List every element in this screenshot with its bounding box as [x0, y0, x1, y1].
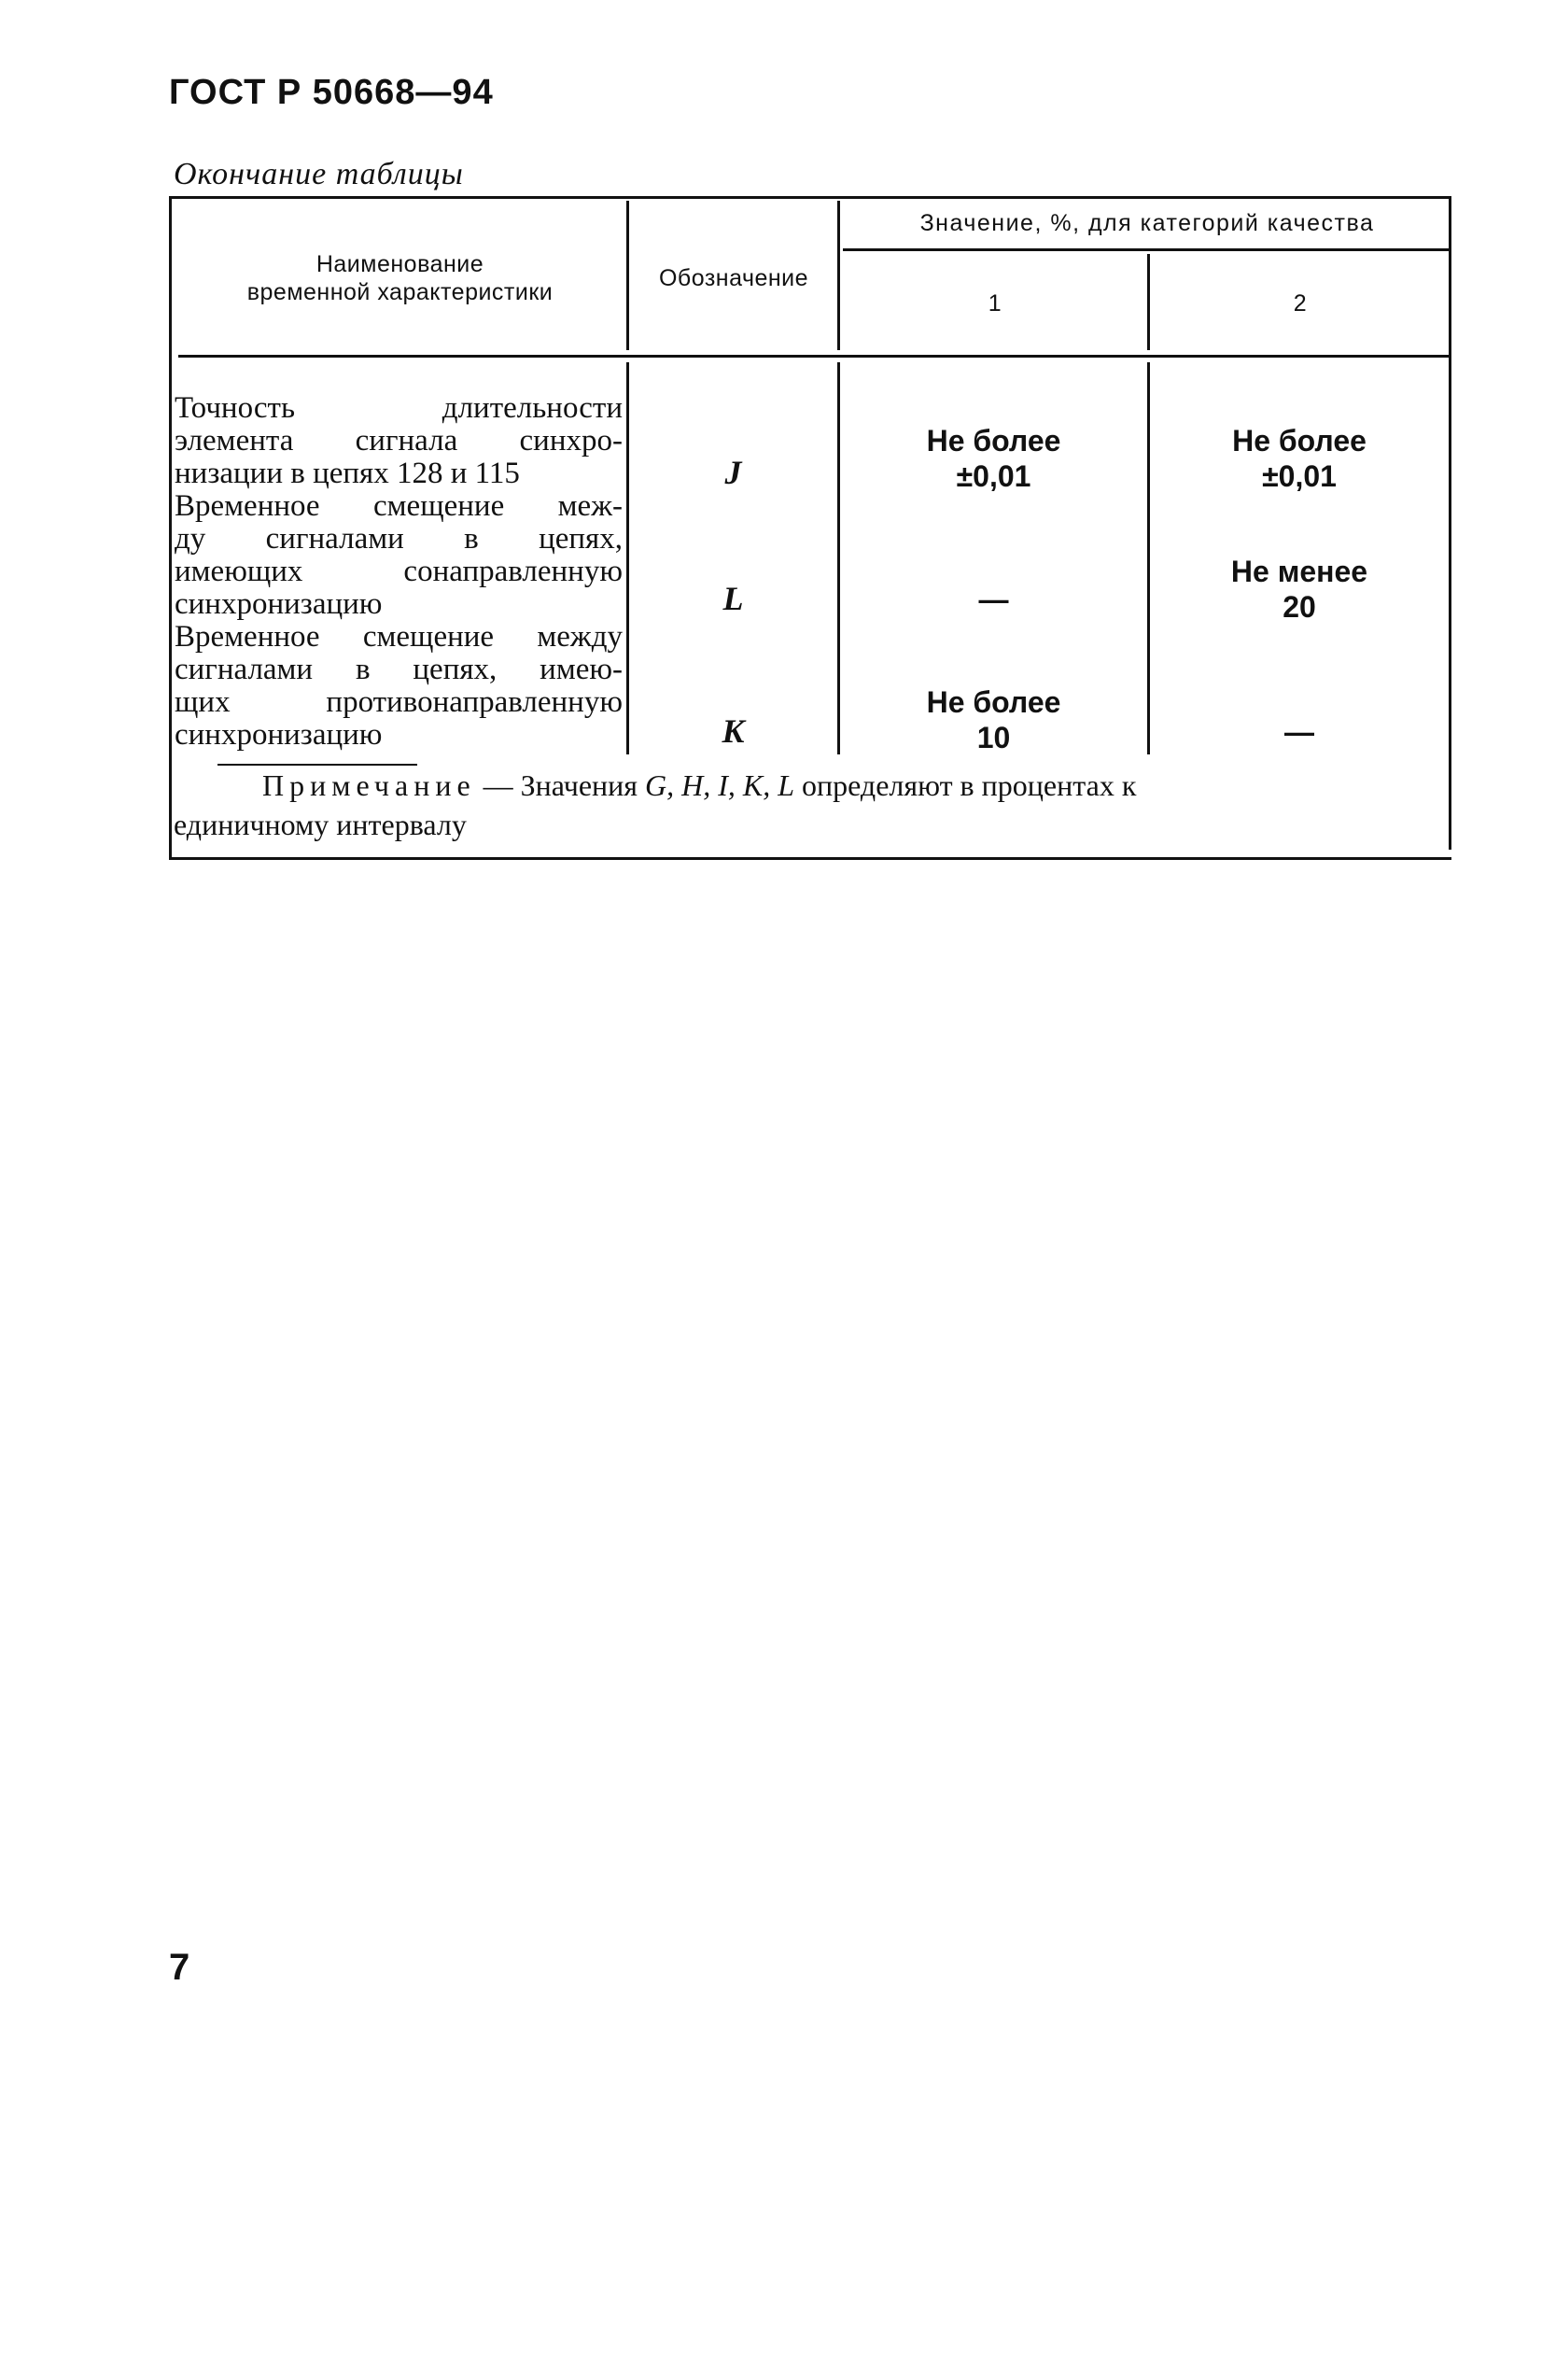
- row-3-cat2: [1150, 714, 1449, 750]
- row-1-cat2-line-1: Не более: [1232, 424, 1367, 458]
- header-designation: Обозначение: [658, 265, 809, 291]
- row-2-desc-line-4: синхронизацию: [175, 587, 383, 621]
- row-2-symbol: L: [722, 580, 744, 617]
- row-2-cat2-line-2: 20: [1283, 590, 1316, 624]
- row-1-desc-line-1: Точность длительности: [175, 391, 623, 425]
- note-line-2: единичному интервалу: [174, 808, 467, 841]
- note-line-1: [174, 766, 1424, 805]
- column-divider-1: [626, 201, 629, 350]
- table-caption: Окончание таблицы: [174, 157, 464, 191]
- row-3-cat1-line-1: Не более: [926, 685, 1061, 719]
- row-3-desc-line-1: Временное смещение между: [175, 620, 623, 654]
- table-bottom-rule: [169, 857, 1451, 860]
- table-top-border: [169, 196, 1451, 199]
- row-2-cat2: [1150, 554, 1449, 625]
- page-number: 7: [169, 1947, 190, 1988]
- row-1-desc-line-3: низации в цепях 128 и 115: [175, 457, 520, 490]
- row-3-desc-line-4: синхронизацию: [175, 718, 383, 752]
- note-symbols: G, H, I, K, L: [644, 768, 794, 802]
- header-category-1: 1: [988, 290, 1002, 317]
- header-value-group: Значение, %, для категорий качества: [919, 210, 1375, 236]
- row-3-symbol: K: [722, 712, 745, 750]
- row-2-desc-line-3: имеющих сонаправленную: [175, 555, 623, 588]
- row-1-symbol: J: [724, 454, 742, 491]
- note-text-before: Значения: [520, 768, 638, 802]
- note-label: Примечание: [262, 768, 476, 802]
- header-category-2: 2: [1293, 290, 1308, 317]
- header-bottom-rule: [178, 355, 1451, 358]
- note-text-after: определяют в процентах к: [802, 768, 1137, 802]
- column-divider-1-body: [626, 362, 629, 754]
- row-2-cat1-line-1: —: [978, 583, 1009, 616]
- value-group-rule: [843, 248, 1451, 251]
- table-note: [174, 766, 1424, 844]
- row-3-cat2-line-1: —: [1284, 715, 1314, 749]
- row-1-cat1-line-2: ±0,01: [956, 459, 1031, 493]
- row-2-cat1: [840, 582, 1147, 617]
- data-table: [169, 196, 1451, 859]
- row-2-desc-line-1: Временное смещение меж-: [175, 489, 623, 523]
- row-1-description: [175, 392, 623, 490]
- row-3-desc-line-2: сигналами в цепях, имею-: [175, 653, 623, 686]
- row-1-cat1: [840, 423, 1147, 494]
- column-divider-2: [837, 201, 840, 350]
- table-left-border: [169, 196, 172, 859]
- row-3-desc-line-3: щих противонаправленную: [175, 685, 623, 719]
- row-1-cat2: [1150, 423, 1449, 494]
- row-3-cat1-line-2: 10: [976, 721, 1011, 754]
- column-divider-3: [1147, 254, 1150, 350]
- note-dash: —: [483, 768, 513, 802]
- row-2-cat2-line-1: Не менее: [1230, 555, 1368, 588]
- row-3-description: [175, 621, 623, 752]
- row-1-cat2-line-2: ±0,01: [1262, 459, 1337, 493]
- document-header: ГОСТ Р 50668—94: [169, 73, 494, 112]
- row-2-description: [175, 490, 623, 621]
- row-1-desc-line-2: элемента сигнала синхро-: [175, 424, 623, 458]
- header-name: [178, 250, 622, 306]
- row-2-desc-line-2: ду сигналами в цепях,: [175, 522, 623, 556]
- row-1-cat1-line-1: Не более: [926, 424, 1061, 458]
- header-name-line-1: Наименование: [315, 251, 484, 277]
- row-3-cat1: [840, 684, 1147, 755]
- header-name-line-2: временной характеристики: [246, 279, 554, 305]
